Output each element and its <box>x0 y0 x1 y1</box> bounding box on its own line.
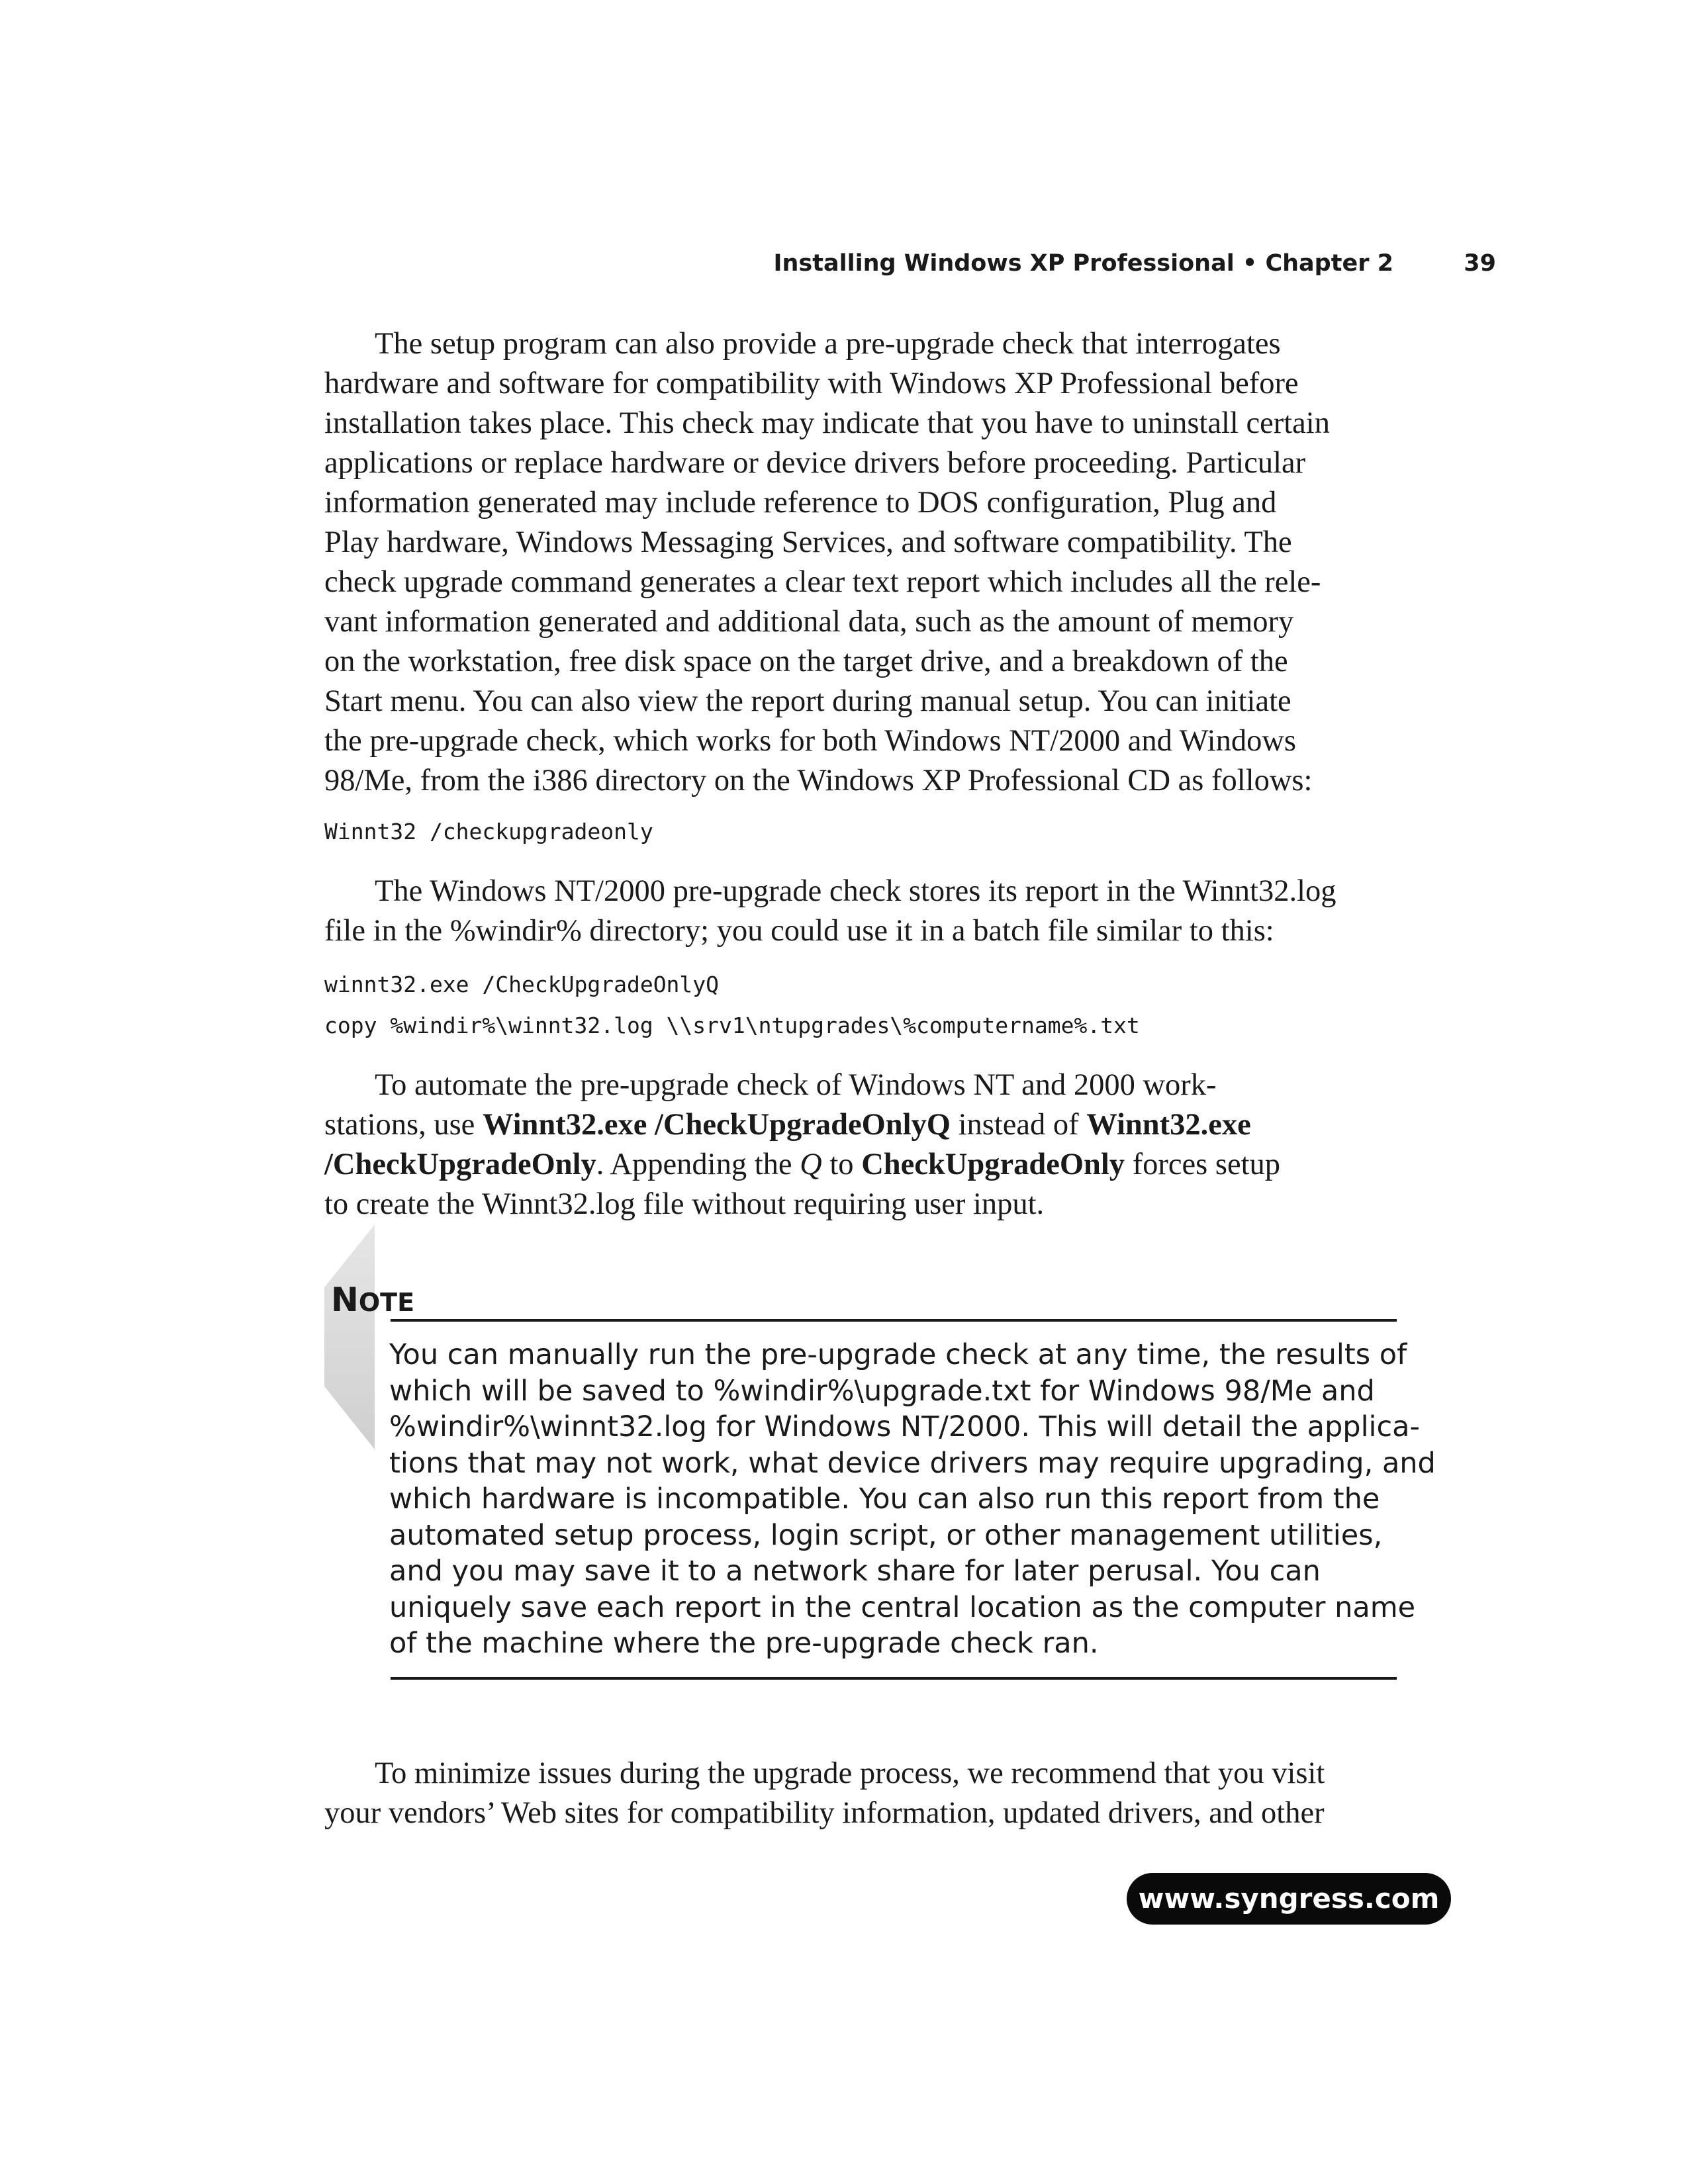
running-header <box>728 250 1496 290</box>
footer-url-badge: www.syngress.com <box>1127 1873 1451 1925</box>
code-checkupgradeonly: Winnt32 /checkupgradeonly <box>324 819 653 844</box>
running-title: Installing Windows XP Professional • Chapter 2 <box>773 250 1393 277</box>
page-number: 39 <box>1464 250 1496 277</box>
note-bottom-rule <box>391 1677 1397 1680</box>
note-title: NOTE <box>331 1281 415 1319</box>
note-body: You can manually run the pre-upgrade check at any time, the results of which will be saved to %windir%\upgrade.txt for Windows 98/Me and %windir%\winnt32.log for Windows NT/2000. This will detail the applica- tions that may not work, what device drivers may require upgrading, and which hardware is incompatible. You can also run this report from the automated setup process, login script, or other management utilities, and you may save it to a network share for later perusal. You can uniquely save each report in the central location as the computer name of the machine where the pre-upgrade check ran. <box>389 1338 1436 1660</box>
command-winnt32-q: Winnt32.exe /CheckUpgradeOnlyQ <box>482 1108 951 1142</box>
paragraph-winnt32-log: The Windows NT/2000 pre-upgrade check stores its report in the Winnt32.log file in the %windir% directory; you could use it in a batch file similar to this: <box>324 874 1336 948</box>
paragraph-automate-check: To automate the pre-upgrade check of Windows NT and 2000 work- stations, use Winnt32.exe /CheckUpgradeOnlyQ instead of Winnt32.exe /CheckUpgradeOnly. Appending the Q to CheckUpgradeOnly forces setup to create the Winnt32.log file without requiring user input. <box>324 1068 1281 1221</box>
paragraph-minimize-issues: To minimize issues during the upgrade process, we recommend that you visit your vendors’ Web sites for compatibility information, updated drivers, and other <box>324 1756 1325 1830</box>
note-tab-graphic <box>324 1224 375 1449</box>
code-batch-line-2: copy %windir%\winnt32.log \\srv1\ntupgrades\%computername%.txt <box>324 1013 1140 1038</box>
code-batch-line-1: winnt32.exe /CheckUpgradeOnlyQ <box>324 972 720 997</box>
note-top-rule <box>391 1319 1397 1322</box>
paragraph-pre-upgrade-check: The setup program can also provide a pre-upgrade check that interrogates hardware and software for compatibility with Windows XP Professional before installation takes place. This check may indicate that you have to uninstall certain applications or replace hardware or device drivers before proceeding. Particular information generated may include reference to DOS configuration, Plug and Play hardware, Windows Messaging Services, and software compatibility. The check upgrade command generates a clear text report which includes all the rele- vant information generated and additional data, such as the amount of memory on the workstation, free disk space on the target drive, and a breakdown of the Start menu. You can also view the report during manual setup. You can initiate the pre-upgrade check, which works for both Windows NT/2000 and Windows 98/Me, from the i386 directory on the Windows XP Professional CD as follows: <box>324 327 1330 797</box>
